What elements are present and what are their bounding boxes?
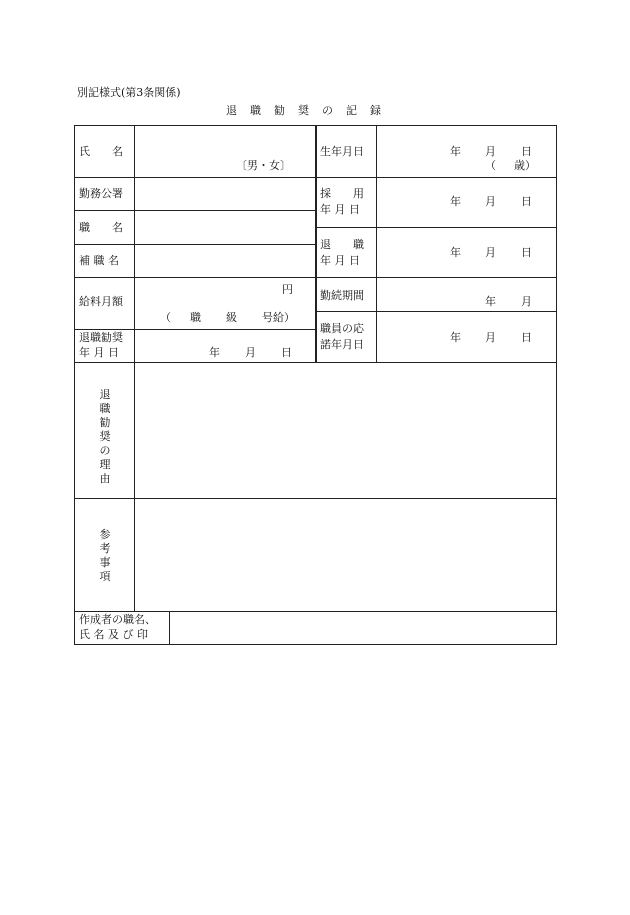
retire-label-2: 年 月 日 (320, 254, 360, 267)
advice-label-1: 退職勧奨 (79, 331, 123, 344)
document-title: 退 職 勧 奨 の 記 録 (226, 104, 382, 117)
hire-year: 年 (450, 195, 461, 208)
grade-label: 職 (190, 311, 201, 324)
salary-label: 給料月額 (79, 295, 123, 308)
retire-label-1: 退 職 (320, 238, 364, 251)
retire-day: 日 (521, 246, 532, 259)
yen-label: 円 (282, 283, 293, 296)
age-open: （ (485, 159, 496, 172)
post-label: 職 名 (79, 221, 123, 234)
sub-post-label: 補 職 名 (79, 254, 119, 267)
response-month: 月 (485, 331, 496, 344)
name-label: 氏 名 (79, 145, 123, 158)
response-label-1: 職員の応 (320, 322, 364, 335)
response-label-2: 諾年月日 (320, 338, 364, 351)
gender-choice: 〔男・女〕 (236, 159, 291, 172)
birthdate-label: 生年月日 (320, 145, 364, 158)
step-label: 号給） (262, 311, 295, 324)
office-label: 勤務公署 (79, 187, 123, 200)
hire-label-1: 採 用 (320, 187, 364, 200)
service-period-label: 勤続期間 (320, 289, 364, 302)
birth-month: 月 (485, 145, 496, 158)
grade-paren: （ (160, 311, 171, 324)
hire-day: 日 (521, 195, 532, 208)
reason-label: 退職勧奨の理由 (99, 388, 111, 485)
advice-label-2: 年 月 日 (79, 346, 119, 359)
service-month: 月 (521, 295, 532, 308)
hire-label-2: 年 月 日 (320, 203, 360, 216)
author-label-1: 作成者の職名、 (79, 613, 156, 626)
notes-label: 参考事項 (99, 528, 111, 583)
response-day: 日 (521, 331, 532, 344)
author-label-2: 氏 名 及 び 印 (79, 628, 148, 641)
retire-month: 月 (485, 246, 496, 259)
age-label: 歳） (514, 159, 536, 172)
hire-month: 月 (485, 195, 496, 208)
birth-year: 年 (450, 145, 461, 158)
retire-year: 年 (450, 246, 461, 259)
class-label: 級 (226, 311, 237, 324)
response-year: 年 (450, 331, 461, 344)
service-year: 年 (485, 295, 496, 308)
advice-day: 日 (281, 346, 292, 359)
advice-year: 年 (209, 346, 220, 359)
advice-month: 月 (245, 346, 256, 359)
form-label: 別記様式(第3条関係) (77, 86, 181, 99)
birth-day: 日 (521, 145, 532, 158)
